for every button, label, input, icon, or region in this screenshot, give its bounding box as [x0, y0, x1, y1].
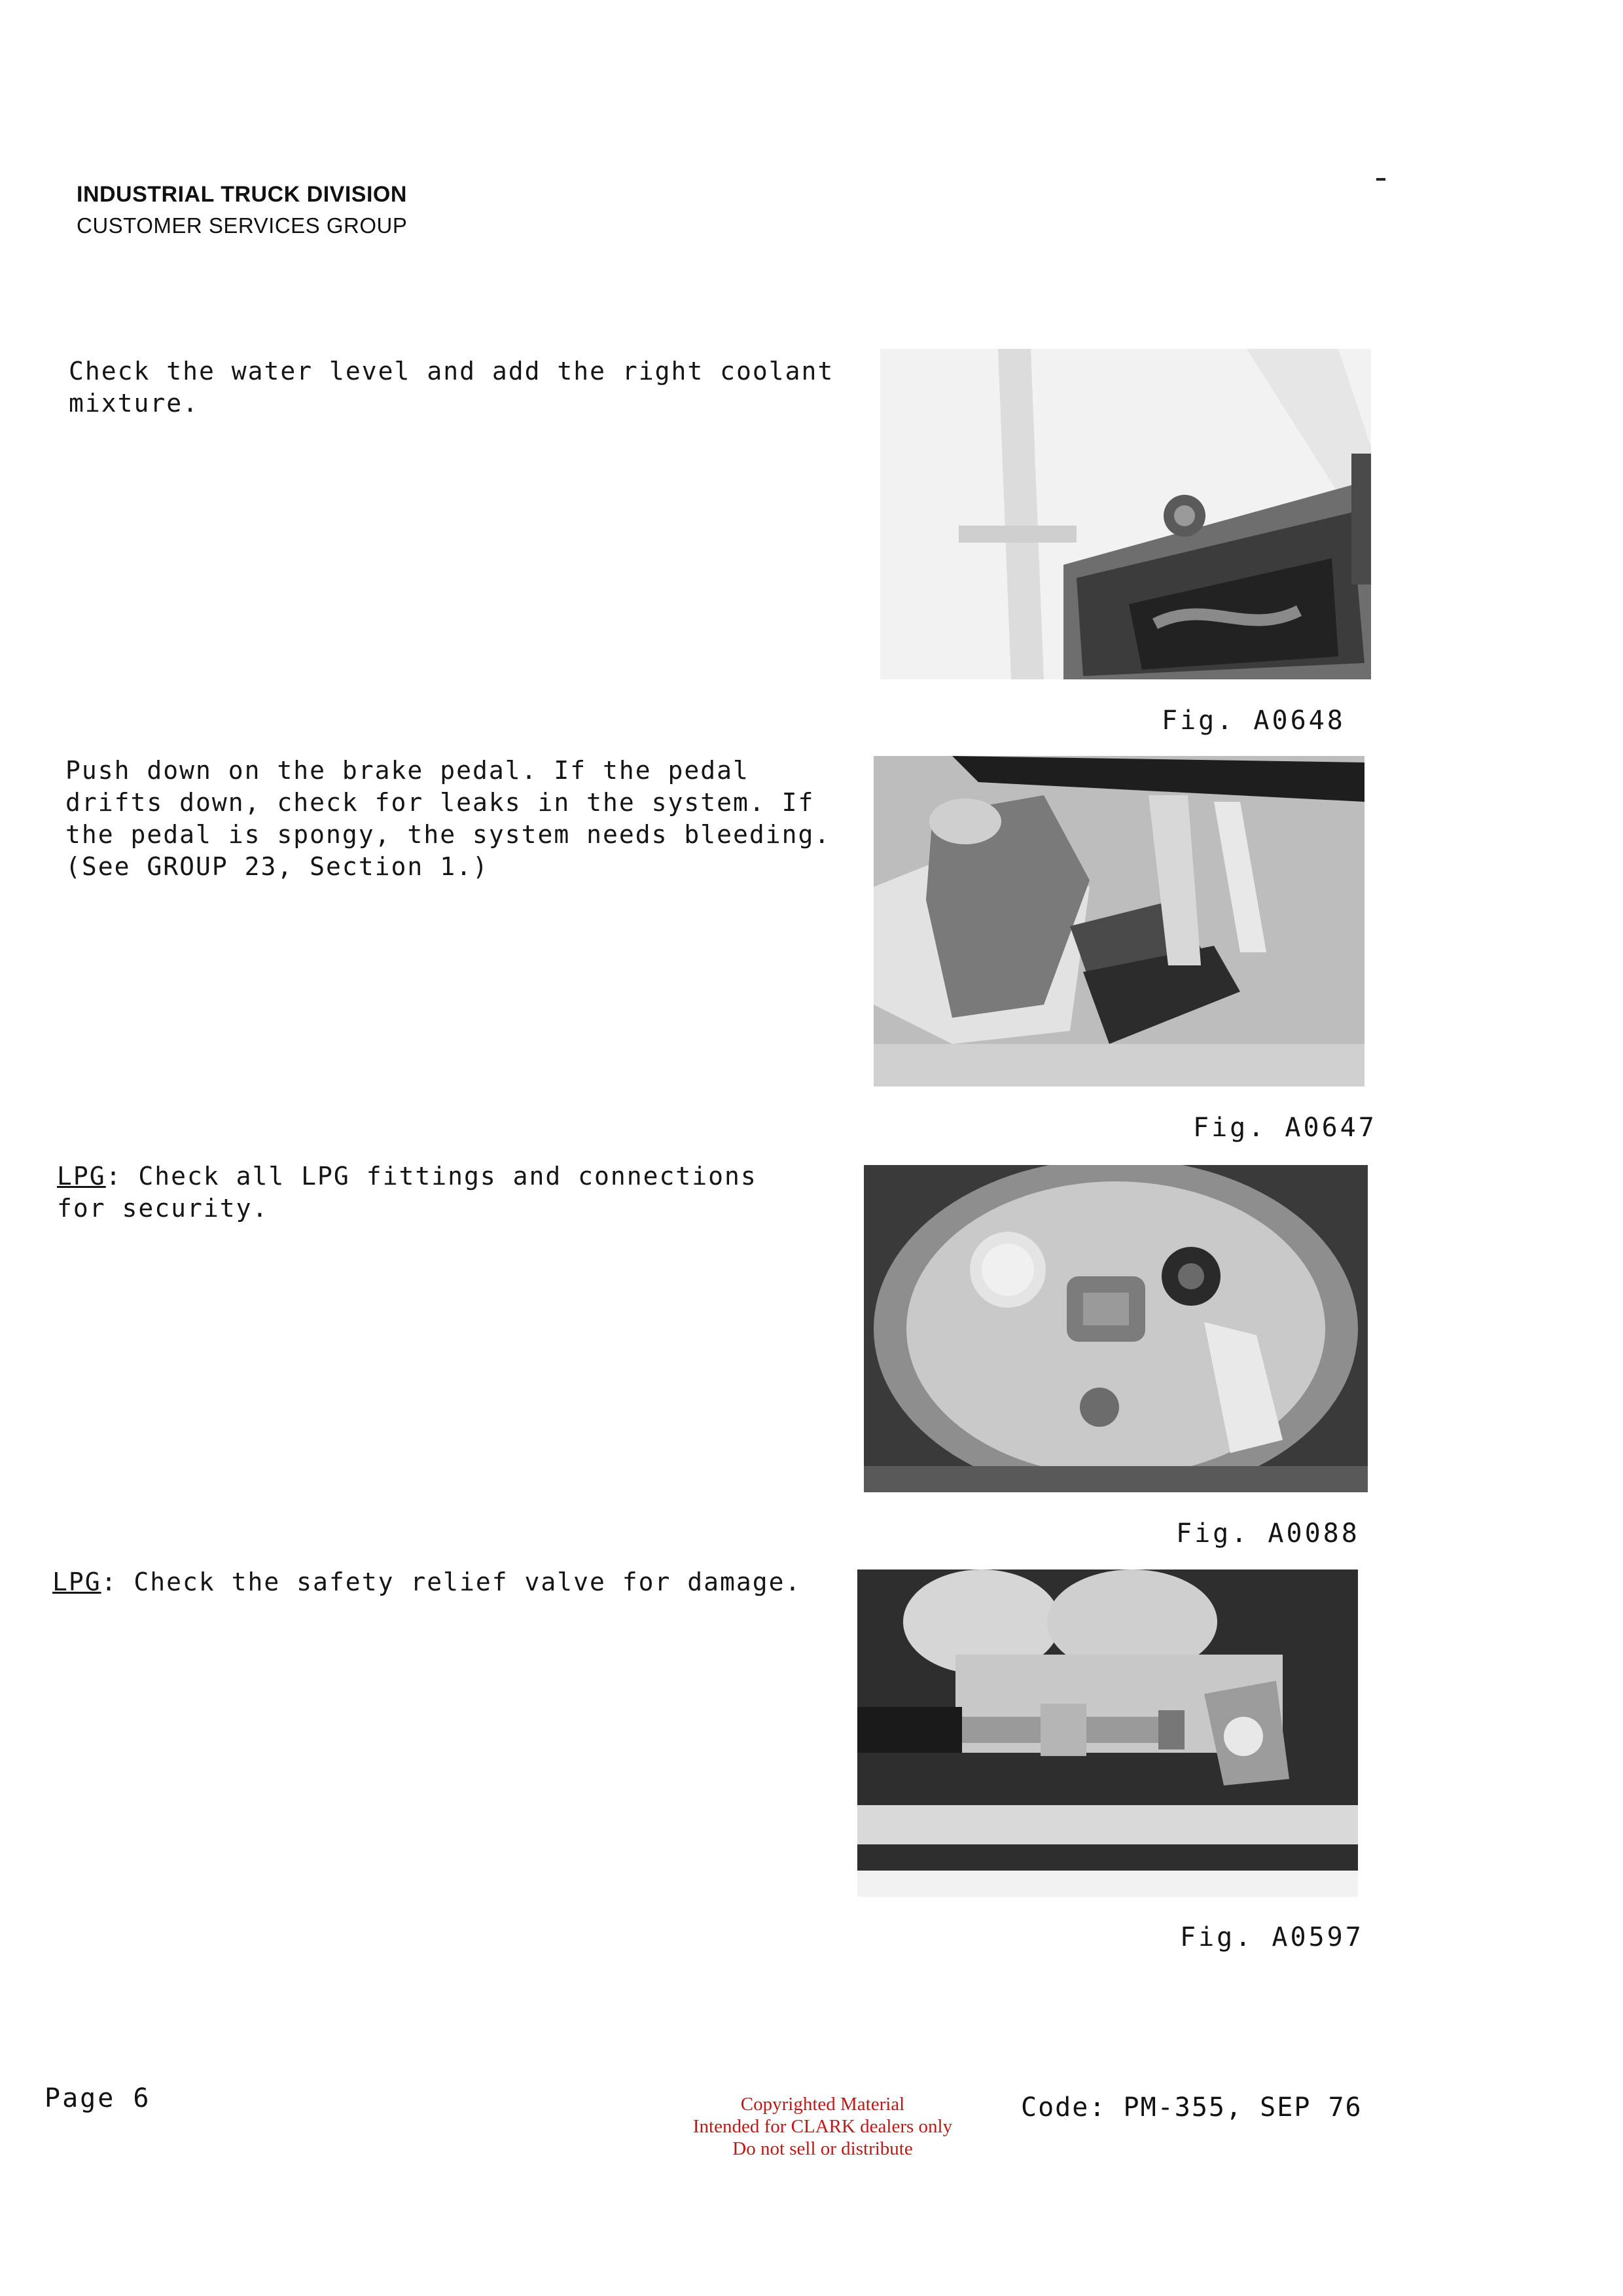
step-brake-text: Push down on the brake pedal. If the pedal drifts down, check for leaks in the system. If the pedal is spongy, the system needs bleeding. (See GROUP 23, Section 1.): [65, 756, 831, 881]
radiator-cap-photo: [880, 349, 1371, 679]
step-lpg-fittings-text: [57, 1160, 757, 1225]
figure-caption-a0597: Fig. A0597: [1180, 1922, 1364, 1952]
safety-relief-valve-photo: [857, 1570, 1358, 1897]
lpg-tank-fittings-photo: [864, 1165, 1368, 1492]
brake-pedal-photo: [874, 756, 1364, 1086]
margin-mark: [1376, 178, 1385, 181]
lpg-prefix: LPG: [52, 1568, 101, 1596]
copyright-notice: [652, 2093, 993, 2160]
lpg-fittings-body: : Check all LPG fittings and connections for security.: [57, 1162, 757, 1223]
relief-valve-body: : Check the safety relief valve for damage.: [101, 1568, 802, 1596]
figure-caption-a0648: Fig. A0648: [1162, 706, 1346, 736]
step-relief-valve-text: [52, 1566, 801, 1598]
figure-caption-a0647: Fig. A0647: [1193, 1113, 1377, 1143]
step-coolant-text: Check the water level and add the right coolant mixture.: [69, 357, 834, 418]
page-number: Page 6: [45, 2083, 151, 2113]
lpg-prefix: LPG: [57, 1162, 106, 1191]
document-code: Code: PM-355, SEP 76: [1021, 2092, 1363, 2123]
group-subtitle: CUSTOMER SERVICES GROUP: [77, 213, 408, 238]
figure-caption-a0088: Fig. A0088: [1176, 1518, 1360, 1549]
copyright-line: Do not sell or distribute: [732, 2138, 913, 2159]
copyright-line: Copyrighted Material: [740, 2094, 905, 2115]
division-title: INDUSTRIAL TRUCK DIVISION: [77, 182, 407, 207]
copyright-line: Intended for CLARK dealers only: [692, 2116, 953, 2137]
